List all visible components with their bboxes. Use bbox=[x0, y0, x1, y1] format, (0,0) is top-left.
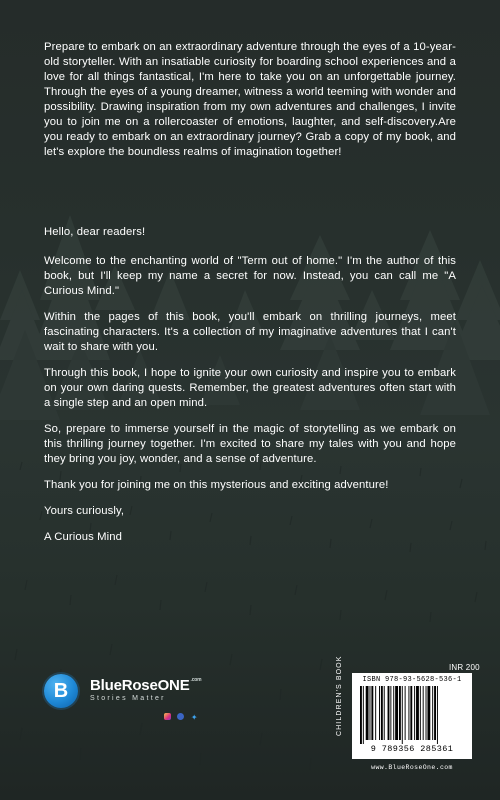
twitter-icon: ✦ bbox=[190, 713, 198, 722]
social-icons bbox=[164, 707, 224, 722]
letter-signature: A Curious Mind bbox=[44, 531, 123, 543]
publisher-name-part2: ONE bbox=[157, 677, 190, 694]
publisher-tagline: Stories Matter bbox=[90, 695, 166, 702]
letter-paragraph-4: So, prepare to immerse yourself in the magic of storytelling as we embark on this thrilling journey together. I'm excited to share my tales with you and hope they bring you joy, wonder, and a sense of adventure. bbox=[44, 423, 456, 465]
letter-closing: Yours curiously, bbox=[44, 505, 125, 517]
publisher-logo-icon bbox=[44, 674, 78, 708]
intro-section bbox=[44, 40, 456, 160]
letter-paragraph-1: Welcome to the enchanting world of "Term out of home." I'm the author of this book, but I'll keep my name a secret for now. Instead, you can call me "A Curious Mind." bbox=[44, 255, 456, 297]
category-label: CHILDREN'S BOOK bbox=[336, 655, 343, 736]
letter-paragraph-2: Within the pages of this book, you'll embark on thrilling journeys, meet fascinating characters. It's a collection of my imaginative adventures that I can't wait to share with you. bbox=[44, 311, 456, 353]
price-label: INR 200 bbox=[449, 663, 480, 672]
isbn-barcode bbox=[352, 673, 472, 759]
barcode-image bbox=[358, 686, 466, 744]
instagram-icon bbox=[164, 713, 171, 720]
author-letter bbox=[44, 225, 456, 556]
intro-paragraph: Prepare to embark on an extraordinary adventure through the eyes of a 10-year-old storyteller. With an insatiable curiosity for boarding school experiences and a love for all things fantastical, I'm here to take you on an unforgettable journey. Through the eyes of a young dreamer, witness a world teeming with wonder and possibility. Drawing inspiration from my own adventures and challenges, I invite you to join me on a rollercoaster of emotions, laughter, and self-discovery.Are you ready to embark on an extraordinary journey? Grab a copy of my book, and let's explore the boundless realms of imagination together! bbox=[44, 41, 456, 158]
logo-letter: B bbox=[53, 680, 69, 702]
letter-greeting: Hello, dear readers! bbox=[44, 226, 146, 238]
barcode-number: 9 789356 285361 bbox=[370, 744, 454, 754]
publisher-website: www.BlueRoseOne.com bbox=[371, 764, 453, 771]
publisher-logo bbox=[44, 674, 224, 722]
publisher-name-suffix: .com bbox=[190, 677, 202, 683]
letter-paragraph-5: Thank you for joining me on this mysterious and exciting adventure! bbox=[44, 479, 389, 491]
publisher-name bbox=[90, 677, 201, 694]
isbn-label: ISBN 978-93-5628-536-1 bbox=[362, 676, 462, 684]
letter-paragraph-3: Through this book, I hope to ignite your own curiosity and inspire you to embark on your own daring quests. Remember, the greatest adventures often start with a single step and an open mind. bbox=[44, 367, 456, 409]
publisher-name-part1: BlueRose bbox=[90, 677, 158, 694]
